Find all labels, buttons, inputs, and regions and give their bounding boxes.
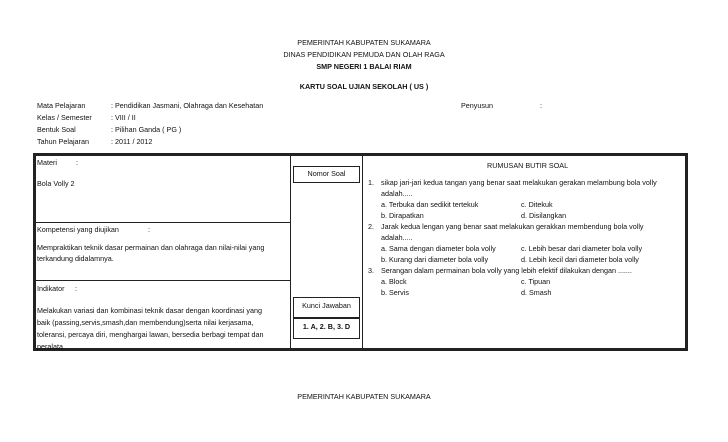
- question-2-option-a: a. Sama dengan diameter bola volly: [381, 244, 496, 253]
- nomor-soal-label: Nomor Soal: [307, 169, 346, 178]
- question-1-text-2: adalah.....: [381, 189, 413, 198]
- rumusan-title: RUMUSAN BUTIR SOAL: [487, 161, 569, 170]
- materi-label: Materi: [37, 158, 57, 167]
- question-1-option-b: b. Dirapatkan: [381, 211, 424, 220]
- bentuk-label: Bentuk Soal: [37, 125, 76, 134]
- question-1-option-c: c. Ditekuk: [521, 200, 553, 209]
- question-1-text-1: sikap jari-jari kedua tangan yang benar saat melakukan gerakan melambung bola volly: [381, 178, 657, 187]
- header-line-3: SMP NEGERI 1 BALAI RIAM: [316, 62, 412, 71]
- question-3-option-a: a. Block: [381, 277, 407, 286]
- kelas-label: Kelas / Semester: [37, 113, 92, 122]
- tahun-value: : 2011 / 2012: [111, 137, 153, 146]
- kompetensi-text-2: terkandung didalamnya.: [37, 254, 114, 263]
- indikator-text-3: toleransi, percaya diri, menghargai lawan, bersedia berbagi tempat dan: [37, 330, 264, 339]
- bentuk-value: : Pilihan Ganda ( PG ): [111, 125, 182, 134]
- header-line-2: DINAS PENDIDIKAN PEMUDA DAN OLAH RAGA: [283, 50, 445, 59]
- indikator-text-1: Melakukan variasi dan kombinasi teknik dasar dengan koordinasi yang: [37, 306, 262, 315]
- question-3-text-1: Serangan dalam permainan bola volly yang lebih efektif dilakukan dengan .......: [381, 266, 632, 275]
- kompetensi-label: Kompetensi yang diujikan: [37, 225, 119, 234]
- question-3-number: 3.: [368, 266, 374, 275]
- penyusun-label: Penyusun: [461, 101, 493, 110]
- question-3-option-c: c. Tipuan: [521, 277, 551, 286]
- penyusun-colon: :: [540, 101, 542, 110]
- indikator-text-4: peralata.: [37, 342, 65, 351]
- question-2-option-c: c. Lebih besar dari diameter bola volly: [521, 244, 643, 253]
- kompetensi-colon: :: [148, 225, 150, 234]
- tahun-label: Tahun Pelajaran: [37, 137, 89, 146]
- question-2-option-d: d. Lebih kecil dari diameter bola volly: [521, 255, 639, 264]
- kompetensi-text-1: Mempraktikan teknik dasar permainan dan olahraga dan nilai-nilai yang: [37, 243, 265, 252]
- kunci-jawaban-label: Kunci Jawaban: [302, 301, 351, 310]
- question-3-option-d: d. Smash: [521, 288, 552, 297]
- indikator-colon: :: [75, 284, 77, 293]
- mapel-value: : Pendidikan Jasmani, Olahraga dan Kesehatan: [111, 101, 264, 110]
- kelas-value: : VIII / II: [111, 113, 136, 122]
- materi-box: [35, 155, 291, 223]
- question-2-text-1: Jarak kedua lengan yang benar saat melakukan gerakkan membendung bola volly: [381, 222, 644, 231]
- footer-text: PEMERINTAH KABUPATEN SUKAMARA: [297, 392, 431, 401]
- materi-colon: :: [76, 158, 78, 167]
- document-title: KARTU SOAL UJIAN SEKOLAH ( US ): [299, 82, 429, 91]
- question-2-number: 2.: [368, 222, 374, 231]
- materi-value: Bola Volly 2: [37, 179, 75, 188]
- question-1-option-a: a. Terbuka dan sedikit tertekuk: [381, 200, 479, 209]
- question-1-number: 1.: [368, 178, 374, 187]
- indikator-label: Indikator: [37, 284, 65, 293]
- question-2-text-2: adalah.....: [381, 233, 413, 242]
- header-line-1: PEMERINTAH KABUPATEN SUKAMARA: [297, 38, 431, 47]
- indikator-text-2: baik (passing,servis,smash,dan membendung)serta nilai kerjasama,: [37, 318, 254, 327]
- kunci-jawaban-value: 1. A, 2. B, 3. D: [302, 322, 351, 331]
- question-3-option-b: b. Servis: [381, 288, 409, 297]
- question-2-option-b: b. Kurang dari diameter bola volly: [381, 255, 489, 264]
- question-1-option-d: d. Disilangkan: [521, 211, 567, 220]
- mapel-label: Mata Pelajaran: [37, 101, 86, 110]
